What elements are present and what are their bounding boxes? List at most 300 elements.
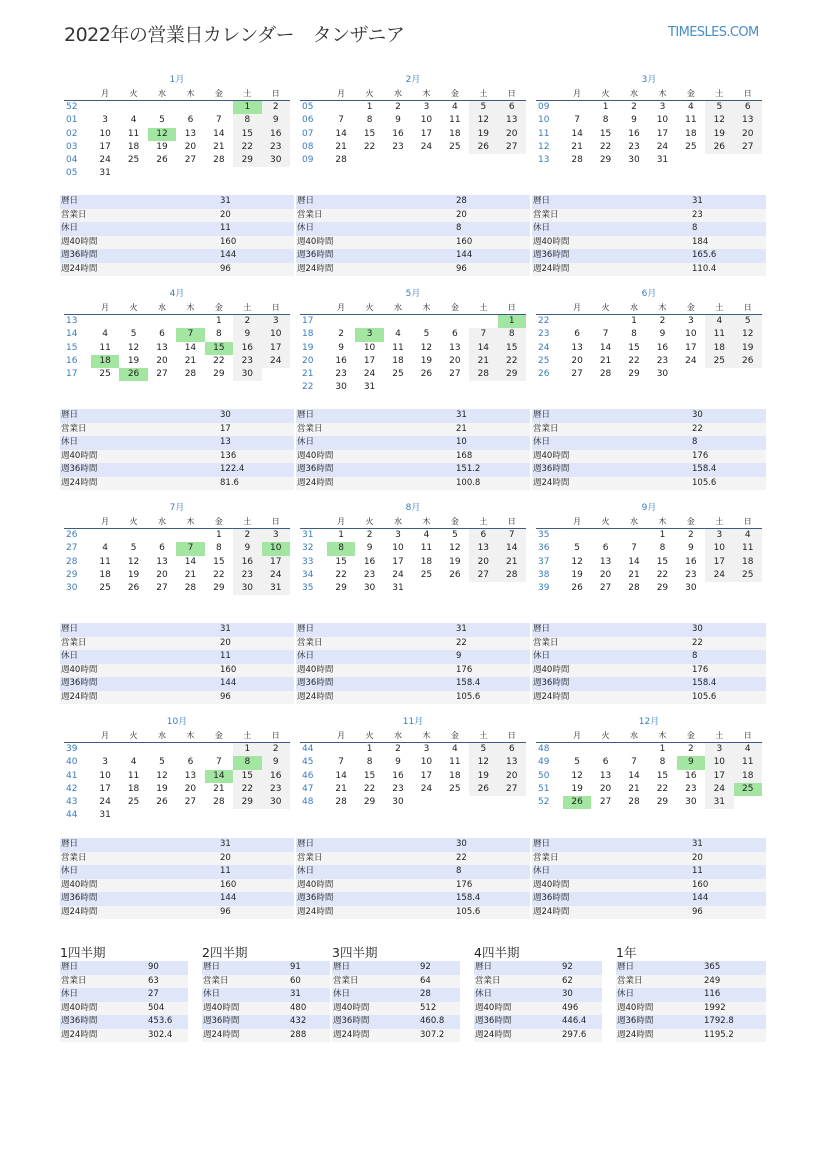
day-cell[interactable]: 23 [262,141,290,154]
day-cell[interactable]: 7 [602,329,609,340]
day-cell[interactable]: 20 [156,569,168,580]
day-cell[interactable]: 6 [574,329,580,340]
day-cell[interactable]: 3 [355,328,383,341]
day-cell[interactable]: 1 [602,102,609,112]
day-cell[interactable]: 10 [656,115,669,126]
day-cell[interactable]: 20 [599,569,612,580]
day-cell[interactable]: 16 [233,556,261,569]
day-cell[interactable]: 17 [262,556,290,569]
day-cell[interactable]: 10 [705,542,733,555]
day-cell[interactable]: 21 [498,556,526,569]
day-cell[interactable]: 12 [148,128,176,141]
day-cell[interactable]: 24 [420,141,433,152]
day-cell[interactable]: 16 [628,128,640,139]
day-cell[interactable]: 9 [366,543,373,554]
day-cell[interactable]: 22 [599,141,612,152]
day-cell[interactable]: 18 [734,770,762,783]
day-cell[interactable]: 6 [498,743,526,756]
day-cell[interactable]: 7 [574,115,580,126]
day-cell[interactable]: 21 [628,569,640,580]
day-cell[interactable]: 26 [420,369,433,380]
day-cell[interactable]: 1 [338,530,344,540]
day-cell[interactable]: 7 [469,328,497,341]
day-cell[interactable]: 13 [498,756,526,769]
day-cell[interactable]: 3 [688,316,694,326]
day-cell[interactable]: 2 [262,743,290,756]
day-cell[interactable]: 4 [130,115,137,126]
day-cell[interactable]: 2 [262,101,290,114]
day-cell[interactable]: 15 [363,128,376,139]
day-cell[interactable]: 4 [102,543,108,554]
day-cell[interactable]: 24 [685,355,697,366]
day-cell[interactable]: 12 [420,342,433,353]
day-cell[interactable]: 5 [469,743,497,756]
day-cell[interactable]: 25 [734,783,762,796]
day-cell[interactable]: 11 [420,543,433,554]
day-cell[interactable]: 20 [734,128,762,141]
day-cell[interactable]: 9 [688,543,694,554]
day-cell[interactable]: 2 [233,529,261,542]
day-cell[interactable]: 7 [631,543,637,554]
day-cell[interactable]: 19 [571,569,583,580]
day-cell[interactable]: 9 [338,342,344,353]
day-cell[interactable]: 20 [184,783,197,794]
day-cell[interactable]: 14 [335,128,347,139]
day-cell[interactable]: 19 [469,128,497,141]
day-cell[interactable]: 15 [656,556,669,567]
day-cell[interactable]: 27 [156,583,168,594]
day-cell[interactable]: 12 [571,556,583,567]
day-cell[interactable]: 18 [420,556,433,567]
day-cell[interactable]: 8 [327,542,355,555]
day-cell[interactable]: 5 [423,329,430,340]
day-cell[interactable]: 20 [599,783,612,794]
day-cell[interactable]: 31 [99,168,111,179]
day-cell[interactable]: 13 [449,342,461,353]
day-cell[interactable]: 25 [705,355,733,368]
day-cell[interactable]: 29 [363,797,376,808]
day-cell[interactable]: 21 [213,783,225,794]
day-cell[interactable]: 21 [469,355,497,368]
day-cell[interactable]: 1 [659,744,666,754]
day-cell[interactable]: 26 [449,569,461,580]
day-cell[interactable]: 16 [392,770,404,781]
day-cell[interactable]: 14 [213,128,225,139]
day-cell[interactable]: 10 [420,757,433,768]
day-cell[interactable]: 9 [677,756,705,769]
day-cell[interactable]: 22 [363,141,376,152]
day-cell[interactable]: 11 [449,757,461,768]
day-cell[interactable]: 29 [498,368,526,381]
day-cell[interactable]: 28 [213,155,225,166]
day-cell[interactable]: 28 [213,797,225,808]
day-cell[interactable]: 11 [734,542,762,555]
day-cell[interactable]: 11 [734,756,762,769]
day-cell[interactable]: 23 [685,783,697,794]
day-cell[interactable]: 8 [631,329,637,340]
day-cell[interactable]: 21 [213,141,225,152]
day-cell[interactable]: 29 [233,154,261,167]
day-cell[interactable]: 15 [213,556,225,567]
day-cell[interactable]: 31 [392,583,404,594]
day-cell[interactable]: 25 [127,797,140,808]
day-cell[interactable]: 23 [392,783,404,794]
day-cell[interactable]: 13 [156,342,168,353]
day-cell[interactable]: 7 [498,529,526,542]
day-cell[interactable]: 4 [395,329,401,340]
day-cell[interactable]: 14 [184,556,197,567]
day-cell[interactable]: 1 [631,316,637,326]
day-cell[interactable]: 12 [571,770,583,781]
day-cell[interactable]: 12 [156,770,168,781]
day-cell[interactable]: 14 [498,542,526,555]
day-cell[interactable]: 22 [628,355,640,366]
day-cell[interactable]: 4 [688,102,694,112]
day-cell[interactable]: 6 [187,115,194,126]
day-cell[interactable]: 5 [469,101,497,114]
day-cell[interactable]: 4 [705,315,733,328]
day-cell[interactable]: 29 [213,583,225,594]
day-cell[interactable]: 23 [262,783,290,796]
day-cell[interactable]: 14 [469,342,497,355]
day-cell[interactable]: 1 [366,744,373,754]
day-cell[interactable]: 27 [571,369,583,380]
day-cell[interactable]: 25 [392,369,404,380]
day-cell[interactable]: 8 [216,329,222,340]
day-cell[interactable]: 27 [449,369,461,380]
day-cell[interactable]: 23 [685,569,697,580]
day-cell[interactable]: 3 [659,102,666,112]
day-cell[interactable]: 9 [395,115,401,126]
day-cell[interactable]: 21 [571,141,583,152]
day-cell[interactable]: 24 [392,569,404,580]
day-cell[interactable]: 17 [420,128,433,139]
day-cell[interactable]: 11 [99,342,111,353]
day-cell[interactable]: 5 [452,530,458,540]
day-cell[interactable]: 20 [571,355,583,366]
day-cell[interactable]: 27 [184,797,197,808]
day-cell[interactable]: 1 [659,530,666,540]
day-cell[interactable]: 13 [599,770,612,781]
day-cell[interactable]: 14 [205,770,233,783]
day-cell[interactable]: 6 [602,543,609,554]
day-cell[interactable]: 24 [656,141,669,152]
day-cell[interactable]: 12 [469,114,497,127]
day-cell[interactable]: 11 [449,115,461,126]
day-cell[interactable]: 6 [159,329,165,340]
day-cell[interactable]: 16 [262,770,290,783]
day-cell[interactable]: 3 [262,315,290,328]
day-cell[interactable]: 16 [685,770,697,781]
day-cell[interactable]: 3 [262,529,290,542]
day-cell[interactable]: 6 [187,757,194,768]
day-cell[interactable]: 13 [184,770,197,781]
day-cell[interactable]: 4 [734,529,762,542]
day-cell[interactable]: 18 [91,355,119,368]
day-cell[interactable]: 25 [99,583,111,594]
day-cell[interactable]: 27 [156,369,168,380]
day-cell[interactable]: 24 [262,569,290,582]
day-cell[interactable]: 30 [685,797,697,808]
day-cell[interactable]: 14 [571,128,583,139]
day-cell[interactable]: 27 [498,141,526,154]
day-cell[interactable]: 4 [423,530,430,540]
day-cell[interactable]: 18 [449,770,461,781]
day-cell[interactable]: 24 [262,355,290,368]
day-cell[interactable]: 19 [705,128,733,141]
day-cell[interactable]: 2 [338,329,344,340]
day-cell[interactable]: 16 [685,556,697,567]
day-cell[interactable]: 31 [705,796,733,809]
day-cell[interactable]: 1 [366,102,373,112]
day-cell[interactable]: 22 [363,783,376,794]
day-cell[interactable]: 22 [498,355,526,368]
day-cell[interactable]: 28 [335,797,347,808]
day-cell[interactable]: 9 [262,756,290,769]
day-cell[interactable]: 18 [392,355,404,366]
day-cell[interactable]: 16 [233,342,261,355]
day-cell[interactable]: 29 [599,155,612,166]
day-cell[interactable]: 18 [734,556,762,569]
day-cell[interactable]: 5 [574,757,580,768]
day-cell[interactable]: 25 [734,569,762,582]
day-cell[interactable]: 14 [184,342,197,353]
day-cell[interactable]: 30 [233,368,261,381]
day-cell[interactable]: 5 [159,115,165,126]
day-cell[interactable]: 6 [452,329,458,340]
day-cell[interactable]: 22 [335,569,347,580]
day-cell[interactable]: 2 [688,744,694,754]
day-cell[interactable]: 22 [233,783,261,796]
day-cell[interactable]: 30 [685,583,697,594]
day-cell[interactable]: 3 [705,743,733,756]
day-cell[interactable]: 21 [335,783,347,794]
day-cell[interactable]: 30 [656,369,669,380]
day-cell[interactable]: 21 [335,141,347,152]
day-cell[interactable]: 23 [363,569,376,580]
day-cell[interactable]: 19 [449,556,461,567]
day-cell[interactable]: 26 [127,583,140,594]
day-cell[interactable]: 22 [656,569,669,580]
day-cell[interactable]: 14 [335,770,347,781]
day-cell[interactable]: 21 [184,569,197,580]
day-cell[interactable]: 26 [156,797,168,808]
day-cell[interactable]: 24 [99,797,111,808]
day-cell[interactable]: 10 [363,342,376,353]
day-cell[interactable]: 24 [420,783,433,794]
day-cell[interactable]: 4 [130,757,137,768]
day-cell[interactable]: 4 [102,329,108,340]
day-cell[interactable]: 9 [395,757,401,768]
day-cell[interactable]: 16 [363,556,376,567]
day-cell[interactable]: 26 [469,783,497,796]
day-cell[interactable]: 26 [705,141,733,154]
day-cell[interactable]: 6 [734,101,762,114]
day-cell[interactable]: 26 [563,796,591,809]
day-cell[interactable]: 27 [599,797,612,808]
day-cell[interactable]: 6 [159,543,165,554]
day-cell[interactable]: 1 [216,316,222,326]
day-cell[interactable]: 28 [184,583,197,594]
day-cell[interactable]: 30 [628,155,640,166]
day-cell[interactable]: 24 [363,369,376,380]
day-cell[interactable]: 25 [99,369,111,380]
day-cell[interactable]: 23 [656,355,669,366]
day-cell[interactable]: 5 [574,543,580,554]
day-cell[interactable]: 5 [705,101,733,114]
day-cell[interactable]: 11 [392,342,404,353]
day-cell[interactable]: 26 [571,583,583,594]
day-cell[interactable]: 24 [705,569,733,582]
day-cell[interactable]: 17 [262,342,290,355]
day-cell[interactable]: 17 [420,770,433,781]
day-cell[interactable]: 18 [705,342,733,355]
day-cell[interactable]: 20 [449,355,461,366]
day-cell[interactable]: 12 [127,556,140,567]
day-cell[interactable]: 27 [184,155,197,166]
day-cell[interactable]: 17 [705,770,733,783]
day-cell[interactable]: 2 [659,316,666,326]
day-cell[interactable]: 11 [127,770,140,781]
day-cell[interactable]: 23 [233,569,261,582]
day-cell[interactable]: 9 [262,114,290,127]
day-cell[interactable]: 20 [184,141,197,152]
day-cell[interactable]: 13 [469,542,497,555]
day-cell[interactable]: 5 [734,315,762,328]
day-cell[interactable]: 4 [734,743,762,756]
day-cell[interactable]: 15 [498,342,526,355]
day-cell[interactable]: 25 [449,783,461,794]
day-cell[interactable]: 22 [213,569,225,580]
day-cell[interactable]: 22 [213,355,225,366]
day-cell[interactable]: 24 [99,155,111,166]
day-cell[interactable]: 21 [628,783,640,794]
day-cell[interactable]: 19 [127,569,140,580]
day-cell[interactable]: 7 [176,328,204,341]
day-cell[interactable]: 3 [705,529,733,542]
day-cell[interactable]: 16 [262,128,290,141]
day-cell[interactable]: 4 [452,744,458,754]
day-cell[interactable]: 28 [498,569,526,582]
day-cell[interactable]: 13 [734,114,762,127]
day-cell[interactable]: 18 [449,128,461,139]
day-cell[interactable]: 19 [156,783,168,794]
day-cell[interactable]: 13 [571,342,583,353]
day-cell[interactable]: 19 [420,355,433,366]
day-cell[interactable]: 11 [99,556,111,567]
day-cell[interactable]: 12 [705,114,733,127]
day-cell[interactable]: 23 [335,369,347,380]
day-cell[interactable]: 27 [498,783,526,796]
day-cell[interactable]: 25 [420,569,433,580]
day-cell[interactable]: 16 [656,342,669,353]
day-cell[interactable]: 1 [233,743,261,756]
day-cell[interactable]: 3 [423,744,430,754]
day-cell[interactable]: 27 [599,583,612,594]
day-cell[interactable]: 11 [705,328,733,341]
day-cell[interactable]: 29 [213,369,225,380]
day-cell[interactable]: 19 [571,783,583,794]
day-cell[interactable]: 20 [498,128,526,141]
day-cell[interactable]: 31 [99,810,111,821]
day-cell[interactable]: 28 [184,369,197,380]
day-cell[interactable]: 26 [156,155,168,166]
day-cell[interactable]: 30 [392,797,404,808]
day-cell[interactable]: 21 [184,355,197,366]
day-cell[interactable]: 7 [338,115,344,126]
day-cell[interactable]: 26 [119,368,147,381]
day-cell[interactable]: 30 [262,796,290,809]
day-cell[interactable]: 10 [705,756,733,769]
day-cell[interactable]: 7 [176,542,204,555]
day-cell[interactable]: 13 [184,128,197,139]
day-cell[interactable]: 18 [127,141,140,152]
day-cell[interactable]: 28 [628,797,640,808]
day-cell[interactable]: 17 [99,141,111,152]
day-cell[interactable]: 5 [130,329,137,340]
day-cell[interactable]: 28 [628,583,640,594]
day-cell[interactable]: 15 [233,128,261,141]
day-cell[interactable]: 29 [233,796,261,809]
day-cell[interactable]: 30 [363,583,376,594]
day-cell[interactable]: 9 [659,329,666,340]
day-cell[interactable]: 26 [469,141,497,154]
day-cell[interactable]: 31 [363,382,376,393]
day-cell[interactable]: 15 [656,770,669,781]
day-cell[interactable]: 14 [599,342,612,353]
day-cell[interactable]: 6 [498,101,526,114]
day-cell[interactable]: 3 [102,757,108,768]
day-cell[interactable]: 10 [262,328,290,341]
day-cell[interactable]: 4 [452,102,458,112]
day-cell[interactable]: 25 [127,155,140,166]
day-cell[interactable]: 8 [233,114,261,127]
day-cell[interactable]: 6 [469,529,497,542]
day-cell[interactable]: 18 [99,569,111,580]
day-cell[interactable]: 16 [335,355,347,366]
day-cell[interactable]: 2 [395,744,401,754]
day-cell[interactable]: 12 [449,543,461,554]
day-cell[interactable]: 16 [392,128,404,139]
day-cell[interactable]: 10 [392,543,404,554]
day-cell[interactable]: 30 [262,154,290,167]
day-cell[interactable]: 23 [392,141,404,152]
day-cell[interactable]: 20 [156,355,168,366]
day-cell[interactable]: 11 [127,128,140,139]
day-cell[interactable]: 29 [335,583,347,594]
day-cell[interactable]: 27 [469,569,497,582]
day-cell[interactable]: 15 [205,342,233,355]
site-logo[interactable]: TIMESLES.COM [668,25,759,40]
day-cell[interactable]: 8 [659,543,666,554]
day-cell[interactable]: 7 [338,757,344,768]
day-cell[interactable]: 29 [628,369,640,380]
day-cell[interactable]: 6 [602,757,609,768]
day-cell[interactable]: 10 [262,542,290,555]
day-cell[interactable]: 17 [656,128,669,139]
day-cell[interactable]: 12 [469,756,497,769]
day-cell[interactable]: 8 [233,756,261,769]
day-cell[interactable]: 12 [127,342,140,353]
day-cell[interactable]: 17 [705,556,733,569]
day-cell[interactable]: 10 [420,115,433,126]
day-cell[interactable]: 7 [216,115,222,126]
day-cell[interactable]: 2 [366,530,373,540]
day-cell[interactable]: 7 [631,757,637,768]
day-cell[interactable]: 10 [685,329,697,340]
day-cell[interactable]: 28 [599,369,612,380]
day-cell[interactable]: 13 [599,556,612,567]
